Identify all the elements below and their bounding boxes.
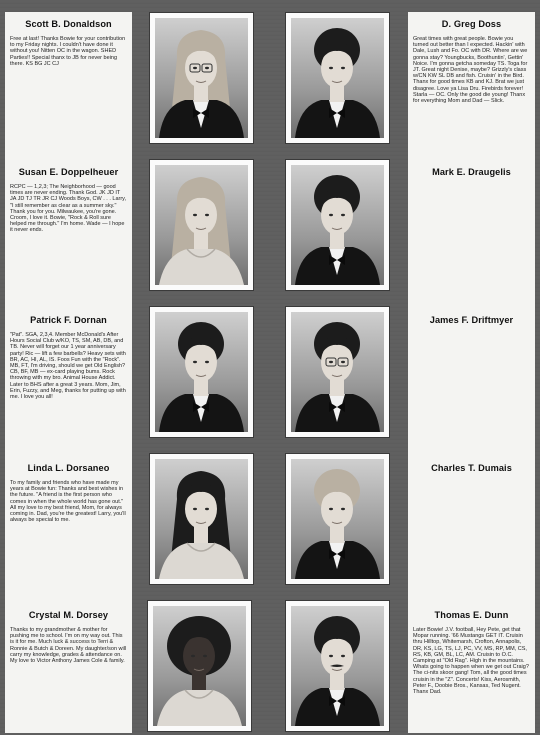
student-bio: Free at last! Thanks Bowie for your contribution to my Friday nights. I couldn't have done it without you! Nitten OC in the wagon. SHED Parties!! Special thanx to JB for never being there. KS BG JC CJ (10, 36, 126, 67)
caption-entry (408, 167, 535, 177)
portrait-photo (286, 160, 389, 290)
caption-entry (5, 463, 132, 523)
student-bio: To my family and friends who have made my years at Bowie fun: Thanks and best wishes in the future. "A friend is the first person who comes in when the whole world has gone out." All my love to my best friend, Mom, for always coming in. Dad, you're the greatest! Larry, you'll always be special to me. (10, 480, 126, 524)
portrait-photo (148, 601, 251, 731)
caption-entry (5, 610, 132, 664)
student-bio: Later Bowie! J.V. football, Hey Pete, get that Mopar running. '66 Mustangs GET IT. Cruisin thru Hilltop, Whitemarsh, Crofton, Annapolis, DR, KS, LG, TS, LJ, PC, VV, MS, RP, MM, CS, RS, KB, GM, BL, LC, AM. Cruisin to O.C. Camping at "Old Rag". High in the mountains. Whats going to happen when we get out Craig? The ci-nits skoor gang! Tom, all the good times cruisin in the "Z". Concerts! Kiss, Aerosmith, Peter F., Doobie Bros., Kansas, Ted Nugent. Thanx Dad. (413, 627, 529, 696)
student-name: Scott B. Donaldson (25, 19, 112, 29)
student-bio: "Pat". SGA, 2,3,4. Member McDonald's After Hours Social Club w/KO, TS, SM, AB, DB, and TB. Never will forget our 1 year anniversary party! Ric — lift a few barbells? Heavy sets with BR, AC, HI, AL, IS. Foos Fun with the "Rock". MB, FT, I'm driving, should we get Old English? CB, BF, MB — ex-card playing bums. Rock throwing with my bro. Animal House Addict. Later to BHS after a great 3 years. Mom, Jim, Erin, Fuzzy, and Meg, thanks for putting up with me. I love you all! (10, 332, 126, 401)
portrait-photo (150, 307, 253, 437)
caption-entry (5, 19, 132, 67)
portrait-photo (150, 454, 253, 584)
student-name: Linda L. Dorsaneo (27, 463, 110, 473)
portrait-photo (286, 13, 389, 143)
caption-entry (408, 610, 535, 695)
caption-entry (5, 167, 132, 234)
portrait-photo (150, 160, 253, 290)
caption-entry (408, 463, 535, 473)
caption-entry (408, 19, 535, 104)
student-name: Thomas E. Dunn (434, 610, 509, 620)
student-name: Mark E. Draugelis (432, 167, 511, 177)
portrait-photo (286, 601, 389, 731)
student-name: D. Greg Doss (441, 19, 502, 29)
student-name: Susan E. Doppelheuer (18, 167, 119, 177)
portrait-photo (286, 454, 389, 584)
left-caption-column (5, 12, 132, 733)
student-bio: Thanks to my grandmother & mother for pushing me to school. I'm on my way out. This is it for me. Much luck & success to Terri & Ronnie & Butch & Doreen. My daughter/son will carry my knowledge, grades & attendance on. My love to Victor Anthony James Cole & family. (10, 627, 127, 665)
caption-entry (5, 315, 132, 400)
caption-entry (408, 315, 535, 325)
portrait-photo (286, 307, 389, 437)
student-name: Charles T. Dumais (431, 463, 512, 473)
student-name: Crystal M. Dorsey (28, 610, 109, 620)
student-name: Patrick F. Dornan (30, 315, 107, 325)
student-bio: Great times with great people. Bowie you turned out better than I expected. Hackin' with Dale, Lush and Fo. OC with DR. Where are we gonna stay? Youngbucks, Boothuntin', Gettin' Noice. I'm gonna getcha someday TS. Toga for JT. Great night Denise, maybe? Grizzly's class w/CN KW SL DB and fish. Cruisin' in the Bird. Thanx for good times KB and KJ. Brat we just disagree. Love ya Lisa Dru. Firebirds forever! Starla — OC. Only the good die young! Thanx for everything Mom and Dad — Slick. (413, 36, 528, 105)
portrait-photo (150, 13, 253, 143)
student-bio: RCPC — 1,2,3; The Neighborhood — good times are never ending. Thank God. JK JD IT JA JD TJ TR JR CJ Woods Boys, CW . . . Larry, "I still remember as clear as a summer sky." Thank you for you. Milwaukee, you're gone. Croom, I love it. Bowie, "Rock & Roll sure helped me through." I'm home. Wade — I hope it never ends. (10, 184, 127, 234)
student-name: James F. Driftmyer (429, 315, 514, 325)
right-caption-column (408, 12, 535, 733)
